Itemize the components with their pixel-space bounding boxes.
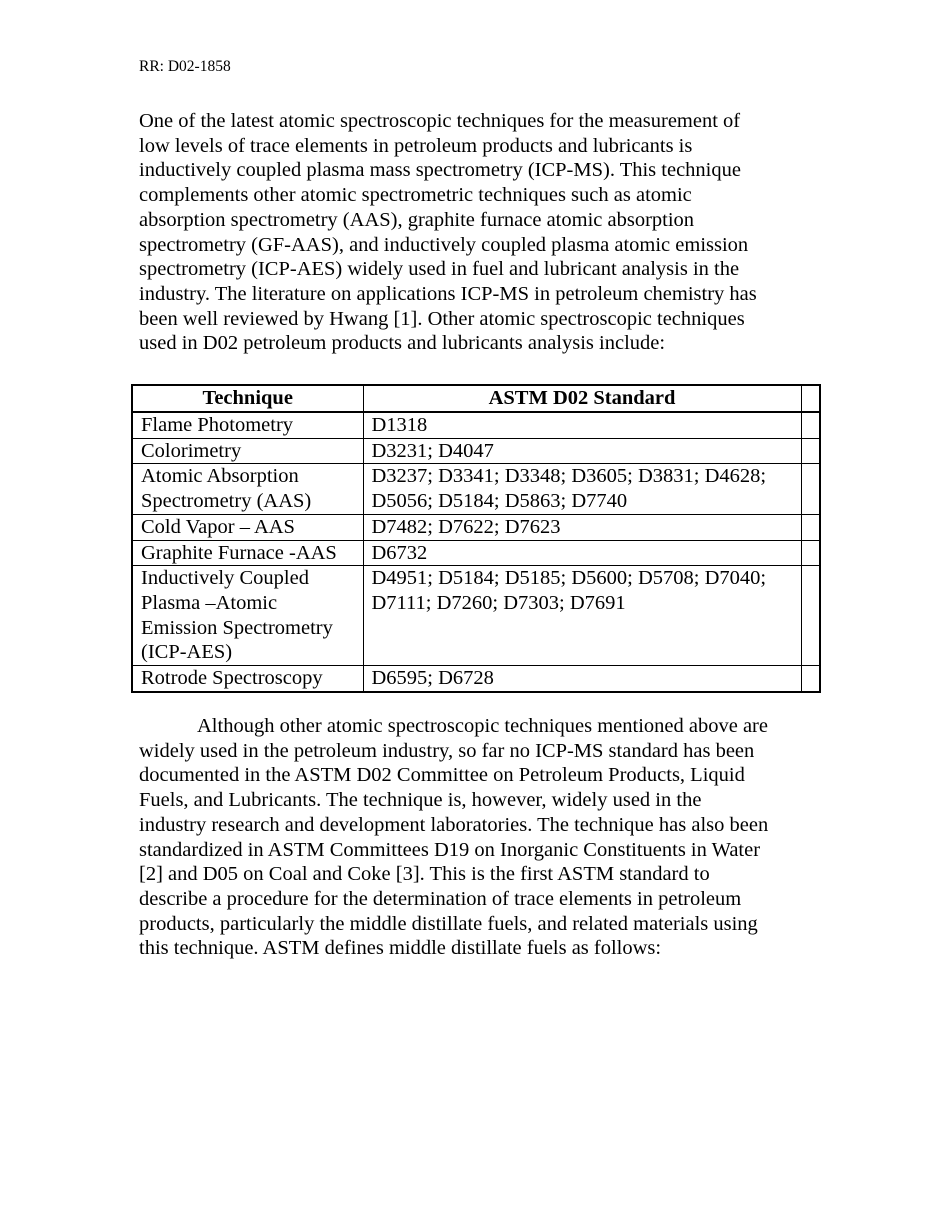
standards-cell [363,566,801,666]
cell-text-line: Flame Photometry [141,414,294,436]
standards-cell [363,540,801,566]
text-line: documented in the ASTM D02 Committee on Petroleum Products, Liquid [139,764,745,787]
empty-cell [801,514,820,540]
cell-text-line: D7111; D7260; D7303; D7691 [371,591,626,614]
technique-cell [132,464,363,514]
cell-text-line: D5056; D5184; D5863; D7740 [371,490,628,513]
column-header-technique: Technique [132,385,363,412]
cell-text-line: D6595; D6728 [371,667,494,690]
empty-cell [801,566,820,666]
standards-cell [363,666,801,692]
text-line: this technique. ASTM defines middle distillate fuels as follows: [139,937,662,960]
standards-cell [363,438,801,464]
text-line: products, particularly the middle distillate fuels, and related materials using [139,912,758,935]
text-line: spectrometry (GF-AAS), and inductively coupled plasma atomic emission [139,233,749,256]
paragraph-discussion [139,714,768,961]
cell-text-line: Emission Spectrometry [141,616,333,639]
empty-cell [801,464,820,514]
text-line: industry. The literature on applications ICP-MS in petroleum chemistry has [139,282,757,305]
text-line: standardized in ASTM Committees D19 on Inorganic Constituents in Water [139,838,761,861]
text-line: been well reviewed by Hwang [1]. Other atomic spectroscopic techniques [139,307,745,330]
text-line: widely used in the petroleum industry, so far no ICP-MS standard has been [139,739,755,762]
empty-cell [801,412,820,438]
text-line: industry research and development laboratories. The technique has also been [139,813,769,836]
standards-cell [363,412,801,438]
cell-text-line: Spectrometry (AAS) [141,490,312,513]
table-header-row [132,385,820,412]
standards-cell [363,514,801,540]
technique-cell [132,566,363,666]
column-header-astm-standard: ASTM D02 Standard [363,385,801,412]
cell-text-line: Plasma –Atomic [141,591,278,614]
table-row [132,464,820,514]
table-row [132,540,820,566]
text-line: low levels of trace elements in petroleum products and lubricants is [139,134,693,157]
report-number: RR: D02-1858 [139,58,231,75]
text-line: Fuels, and Lubricants. The technique is, however, widely used in the [139,789,702,812]
table-row [132,514,820,540]
empty-cell [801,438,820,464]
cell-text-line: Graphite Furnace -AAS [141,541,337,564]
table-row [132,666,820,692]
technique-cell [132,412,363,438]
text-line: complements other atomic spectrometric techniques such as atomic [139,184,692,207]
cell-text-line: Inductively Coupled [141,567,309,590]
text-line: inductively coupled plasma mass spectrometry (ICP-MS). This technique [139,159,741,182]
cell-text-line: Cold Vapor – AAS [141,515,295,538]
empty-cell [801,540,820,566]
technique-cell [132,540,363,566]
text-line: One of the latest atomic spectroscopic techniques for the measurement of [139,110,741,132]
cell-text-line: D7482; D7622; D7623 [371,515,561,538]
text-line: Although other atomic spectroscopic techniques mentioned above are [197,715,768,737]
cell-text-line: Rotrode Spectroscopy [141,667,323,690]
cell-text-line: D3237; D3341; D3348; D3605; D3831; D4628; [371,465,767,488]
cell-text-line: D6732 [371,541,428,564]
table-body [132,412,820,692]
standards-cell [363,464,801,514]
table-row [132,412,820,438]
cell-text-line: (ICP-AES) [141,641,233,664]
column-header-empty [801,385,820,412]
technique-cell [132,438,363,464]
table-row [132,438,820,464]
cell-text-line: D3231; D4047 [371,439,494,462]
cell-text-line: Atomic Absorption [141,465,299,488]
paragraph-intro [139,109,757,356]
empty-cell [801,666,820,692]
text-line: absorption spectrometry (AAS), graphite furnace atomic absorption [139,208,695,231]
cell-text-line: Colorimetry [141,439,242,462]
text-line: describe a procedure for the determination of trace elements in petroleum [139,887,742,910]
text-line: used in D02 petroleum products and lubricants analysis include: [139,332,666,355]
cell-text-line: D1318 [371,414,428,436]
text-line: [2] and D05 on Coal and Coke [3]. This is the first ASTM standard to [139,863,710,886]
technique-cell [132,514,363,540]
techniques-standards-table [131,384,821,693]
cell-text-line: D4951; D5184; D5185; D5600; D5708; D7040; [371,567,767,590]
technique-cell [132,666,363,692]
table-row [132,566,820,666]
text-line: spectrometry (ICP-AES) widely used in fuel and lubricant analysis in the [139,258,740,281]
